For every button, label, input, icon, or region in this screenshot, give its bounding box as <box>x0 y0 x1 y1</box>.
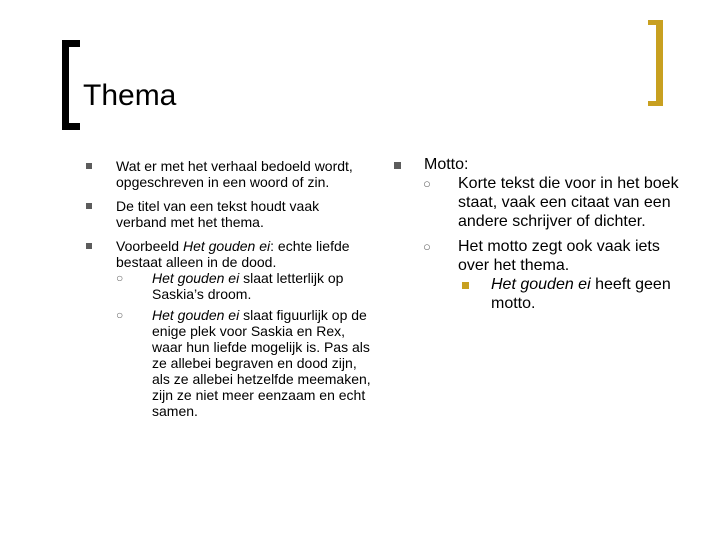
square-bullet-icon <box>86 163 92 169</box>
square-bullet-icon <box>86 243 92 249</box>
left-bracket-bottom <box>62 123 80 130</box>
bullet-text: De titel van een tekst houdt vaak verband met het thema. <box>116 198 320 230</box>
sub-bullet-item <box>82 270 372 302</box>
bullet-item <box>82 198 372 230</box>
sub-bullet-text: Korte tekst die voor in het boek staat, vaak een citaat van een andere schrijver of dichter. <box>458 175 679 230</box>
left-column <box>82 158 372 419</box>
sub-bullet-item <box>82 307 372 419</box>
sub-bullet-text: slaat letterlijk op Saskia’s droom. <box>152 270 344 302</box>
square-bullet-icon <box>86 203 92 209</box>
right-bracket-vertical <box>656 20 663 106</box>
ring-bullet-icon: ○ <box>116 271 124 285</box>
right-bracket-bottom <box>648 101 663 106</box>
bullet-text-suffix: : echte liefde bestaat alleen in de dood. <box>116 238 350 270</box>
book-title: Het gouden ei <box>491 276 591 293</box>
ring-bullet-icon: ○ <box>423 176 431 191</box>
sub-sub-bullet-text: heeft geen motto. <box>491 276 671 312</box>
sub-bullet-text: Het motto zegt ook vaak iets over het thema. <box>458 238 660 274</box>
sub-bullet-item <box>390 174 680 231</box>
slide-title: Thema <box>83 79 177 112</box>
bullet-text: Motto: <box>424 156 469 173</box>
square-bullet-icon <box>394 162 401 169</box>
right-bracket-top <box>648 20 663 25</box>
sub-bullet-item <box>390 237 680 275</box>
ring-bullet-icon: ○ <box>423 239 431 254</box>
sub-bullet-text: slaat figuurlijk op de enige plek voor Saskia en Rex, waar hun liefde mogelijk is. Pas als ze allebei begraven en dood zijn, als ze allebei hetzelfde meemaken, zijn ze niet meer eenzaam en echt samen. <box>152 307 371 419</box>
bullet-item <box>390 155 680 174</box>
bullet-text-prefix: Voorbeeld <box>116 238 183 254</box>
ring-bullet-icon: ○ <box>116 308 124 322</box>
left-bracket-vertical <box>62 40 69 130</box>
book-title: Het gouden ei <box>152 307 240 323</box>
bullet-item <box>82 238 372 270</box>
bullet-text: Wat er met het verhaal bedoeld wordt, opgeschreven in een woord of zin. <box>116 158 353 190</box>
left-bracket-top <box>62 40 80 47</box>
square-bullet-icon <box>462 282 469 289</box>
bullet-item <box>82 158 372 190</box>
book-title: Het gouden ei <box>152 270 240 286</box>
sub-sub-bullet-item <box>390 275 680 313</box>
book-title: Het gouden ei <box>182 238 271 254</box>
right-column <box>390 155 680 313</box>
